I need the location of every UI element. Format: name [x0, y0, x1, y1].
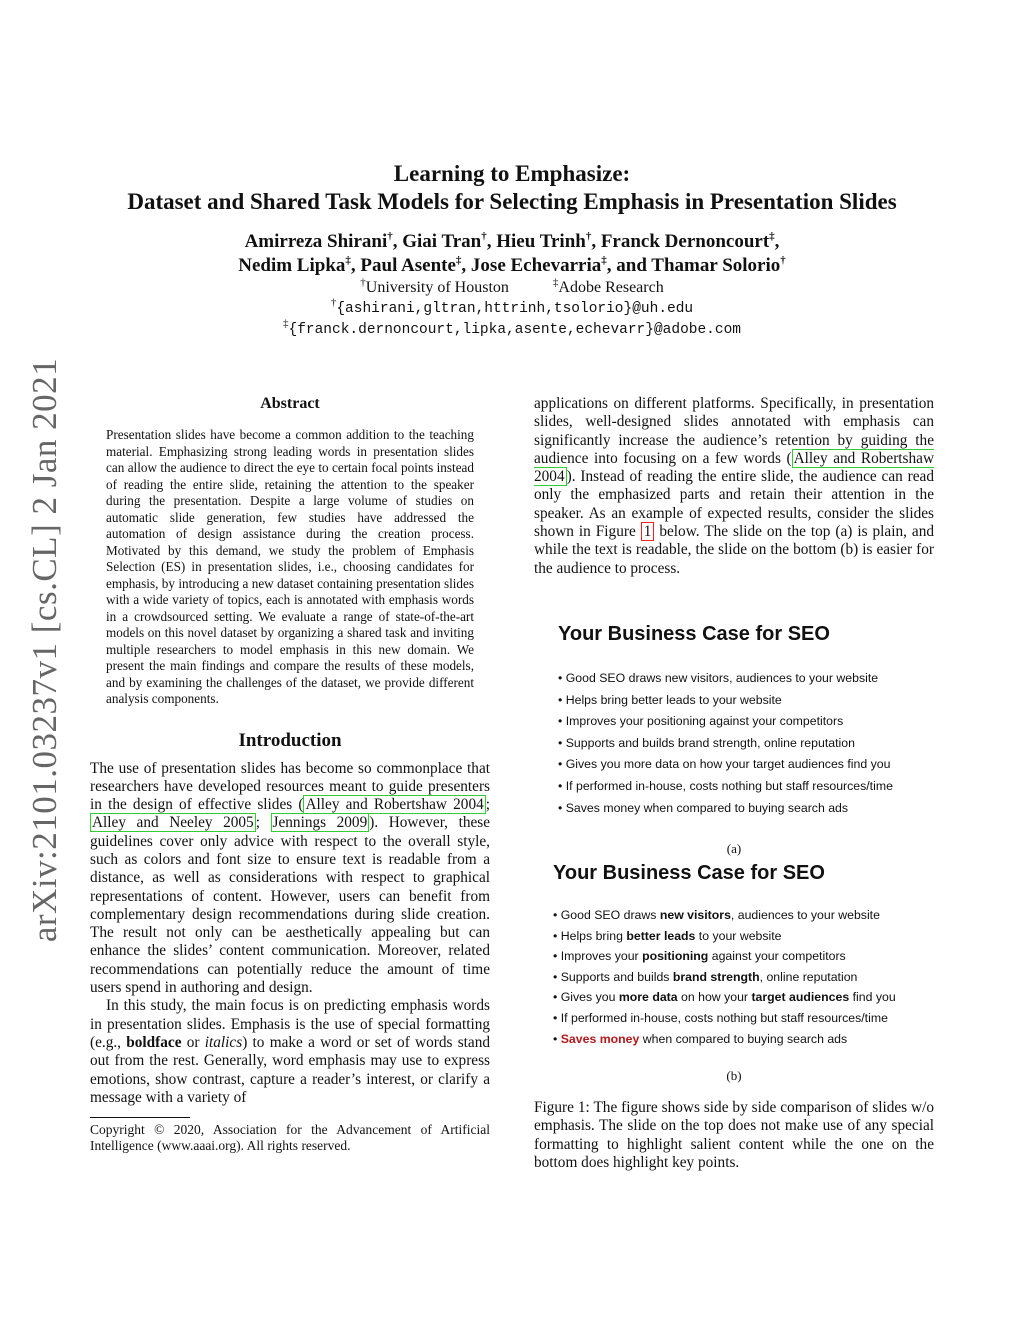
slide-b-bullets: [553, 905, 896, 1049]
copyright-footnote: Copyright © 2020, Association for the Advancement of Artificial Intelligence (www.aaai.org). All rights reserved.: [90, 1122, 490, 1154]
list-item: • Saves money when compared to buying search ads: [558, 798, 893, 820]
list-item: • Good SEO draws new visitors, audiences to your website: [558, 668, 893, 690]
affil-mark: ‡: [455, 254, 462, 267]
authors-line-1: Amirreza Shirani†, Giai Tran†, Hieu Trinh†, Franck Dernoncourt‡,: [244, 230, 780, 252]
list-item: • Gives you more data on how your target audiences find you: [558, 754, 893, 776]
list-item: [553, 1008, 896, 1029]
affiliation-uh: University of Houston: [365, 279, 509, 296]
emphasis-word-red: Saves money: [560, 1031, 640, 1046]
author: Paul Asente: [360, 255, 456, 276]
list-item: • Helps bring better leads to your website: [558, 690, 893, 712]
subfigure-label-b: (b): [726, 1068, 742, 1083]
paper-title-line-1: Learning to Emphasize:: [393, 161, 631, 186]
affiliation-adobe: Adobe Research: [558, 279, 664, 296]
text-run: The use of presentation slides has become so commonplace that researchers have developed resources meant to guide presenters in the design of effective slides (: [90, 759, 490, 814]
emphasis-word: new visitors: [659, 908, 731, 922]
author: Giai Tran: [402, 231, 482, 252]
slide-b: [553, 862, 896, 1049]
affil-mark: ‡: [345, 254, 351, 267]
paper-title-line-2: Dataset and Shared Task Models for Selecting Emphasis in Presentation Slides: [127, 189, 897, 214]
list-item: [553, 926, 896, 947]
text-run: If performed in-house, costs nothing but staff resources/time: [560, 1010, 888, 1025]
affil-mark: †: [585, 230, 592, 243]
email-names: {franck.dernoncourt,lipka,asente,echevarr}: [288, 322, 654, 338]
affil-mark: †: [387, 230, 393, 243]
author: Franck Dernoncourt: [600, 231, 770, 252]
text-run: Gives you: [560, 990, 619, 1005]
introduction-heading: Introduction: [238, 729, 342, 751]
affil-mark: †: [360, 276, 366, 289]
author: Nedim Lipka: [238, 255, 346, 276]
citation-link[interactable]: Alley and Robertshaw 2004: [534, 449, 934, 486]
affil-mark: ‡: [552, 276, 559, 289]
author: Hieu Trinh: [496, 231, 586, 252]
list-item: • Improves your positioning against your competitors: [558, 711, 893, 733]
text-run: ). Instead of reading the entire slide, the audience can read only the emphasized parts and retain their attention in the speaker. As an example of expected results, consider the slides shown in Figure: [534, 468, 934, 541]
citation-link[interactable]: Alley and Robertshaw 2004: [305, 796, 484, 814]
text-run: or: [181, 1033, 205, 1051]
footnote-rule: [90, 1117, 190, 1118]
text-run: ). However, these guidelines cover only advice with respect to the overall style, such as colors and font size to ensure text is readable from a distance, as well as considerations with respect to graphical representations of content. However, users can benefit from complementary design recommendations during slide creation. The result not only can be aesthetically appealing but can enhance the slides’ content communication. Moreover, related recommendations can potentially reduce the amount of time users spend in authoring and design.: [90, 814, 490, 997]
list-item: • If performed in-house, costs nothing but staff resources/time: [558, 776, 893, 798]
affil-mark: ‡: [769, 230, 775, 243]
email-domain: @adobe.com: [653, 322, 741, 338]
emphasis-word: more data: [618, 990, 678, 1005]
citation-link[interactable]: Alley and Neeley 2005: [92, 814, 254, 832]
citation-link[interactable]: Jennings 2009: [272, 814, 368, 832]
right-paragraph: [534, 395, 934, 578]
text-run: when compared to buying search ads: [639, 1031, 848, 1046]
text-run: against your competitors: [708, 949, 846, 964]
abstract-text: Presentation slides have become a common addition to the teaching material. Emphasizing strong leading words in presentation slides can allow the audience to direct the eye to certain focal points instead of reading the entire slide, retaining the attention to the speaker during the presentation. Despite a large volume of studies on automatic slide generation, few studies have addressed the automation of design assistance during the creation process. Motivated by this demand, we study the problem of Emphasis Selection (ES) in presentation slides, i.e., choosing candidates for emphasis, by introducing a new dataset containing presentation slides with a wide variety of topics, each is annotated with emphasis words in a crowdsourced setting. We evaluate a range of state-of-the-art models on this novel dataset by organizing a shared task and inviting multiple researchers to model emphasis in this new domain. We present the main findings and compare the results of these models, and by examining the challenges of the dataset, we provide different analysis components.: [106, 427, 474, 706]
text-run: applications on different platforms. Specifically, in presentation slides, well-designed slides annotated with emphasis can significantly increase the audience’s retention by guiding the audience into focusing on a few words (: [534, 395, 934, 467]
italic-word: italics: [204, 1033, 243, 1051]
text-run: Supports and builds: [560, 969, 673, 984]
author: Jose Echevarria: [470, 255, 602, 276]
affil-mark: †: [481, 230, 487, 243]
right-column: [534, 395, 934, 578]
slide-a-bullets: [558, 668, 893, 819]
affil-mark: ‡: [601, 254, 607, 267]
text-run: ) to make a word or set of words stand out from the rest. Generally, word emphasis may use to express emotions, show contrast, capture a reader’s interest, or clarify a message with a variety of: [90, 1033, 490, 1106]
text-run: , audiences to your website: [730, 908, 880, 922]
text-run: , online reputation: [759, 969, 858, 984]
slide-b-title: Your Business Case for SEO: [553, 862, 825, 884]
email-adobe: [0, 319, 1024, 340]
text-run: find you: [849, 990, 896, 1005]
email-uh: [0, 298, 1024, 319]
slide-a: [558, 623, 893, 819]
text-run: on how your: [677, 990, 752, 1005]
emphasis-word: better leads: [626, 928, 696, 943]
list-item: • Supports and builds brand strength, online reputation: [558, 733, 893, 755]
list-item: [553, 967, 896, 988]
emphasis-word: positioning: [642, 949, 709, 964]
author: Thamar Solorio: [651, 255, 781, 276]
affil-mark: ‡: [283, 317, 289, 330]
intro-paragraph-2: [90, 997, 490, 1107]
figure-reference-link[interactable]: 1: [641, 522, 655, 541]
list-item: [553, 1029, 896, 1050]
email-domain: @uh.edu: [632, 301, 694, 317]
affil-mark: †: [780, 254, 786, 267]
text-run: In this study, the main focus is on predicting emphasis words in presentation slides. Emphasis is the use of special formatting (e.g.,: [90, 997, 490, 1051]
list-item: [553, 987, 896, 1008]
email-names: {ashirani,gltran,httrinh,tsolorio}: [336, 301, 633, 317]
slide-a-title: Your Business Case for SEO: [558, 623, 830, 645]
text-run: Good SEO draws: [560, 908, 660, 922]
list-item: [553, 905, 896, 926]
bold-word: boldface: [126, 1033, 182, 1051]
text-run: ;: [485, 796, 490, 814]
list-item: [553, 946, 896, 967]
affiliations: [0, 278, 1024, 298]
text-run: to your website: [695, 928, 782, 943]
text-run: ;: [255, 814, 271, 832]
arxiv-stamp: arXiv:2101.03237v1 [cs.CL] 2 Jan 2021: [25, 357, 64, 943]
affil-mark: †: [330, 296, 337, 309]
emphasis-word: target audiences: [751, 990, 850, 1005]
abstract-heading: Abstract: [260, 395, 320, 412]
text-run: below. The slide on the top (a) is plain, and while the text is readable, the slide on the bottom (b) is easier for the audience to process.: [534, 523, 935, 577]
intro-paragraph-1: [90, 760, 490, 998]
emphasis-word: brand strength: [672, 969, 760, 984]
authors-line-2: Nedim Lipka‡, Paul Asente‡, Jose Echevarria‡, and Thamar Solorio†: [238, 254, 786, 276]
text-run: Helps bring: [560, 928, 627, 943]
title-block: [0, 160, 1024, 340]
left-column: [90, 395, 490, 1154]
figure-caption: Figure 1: The figure shows side by side comparison of slides w/o emphasis. The slide on the top does not make use of any special formatting to highlight salient content while the one on the bottom does highlight key points.: [534, 1099, 934, 1171]
subfigure-label-a: (a): [726, 841, 742, 856]
text-run: Improves your: [560, 949, 643, 964]
author: Amirreza Shirani: [244, 231, 388, 252]
